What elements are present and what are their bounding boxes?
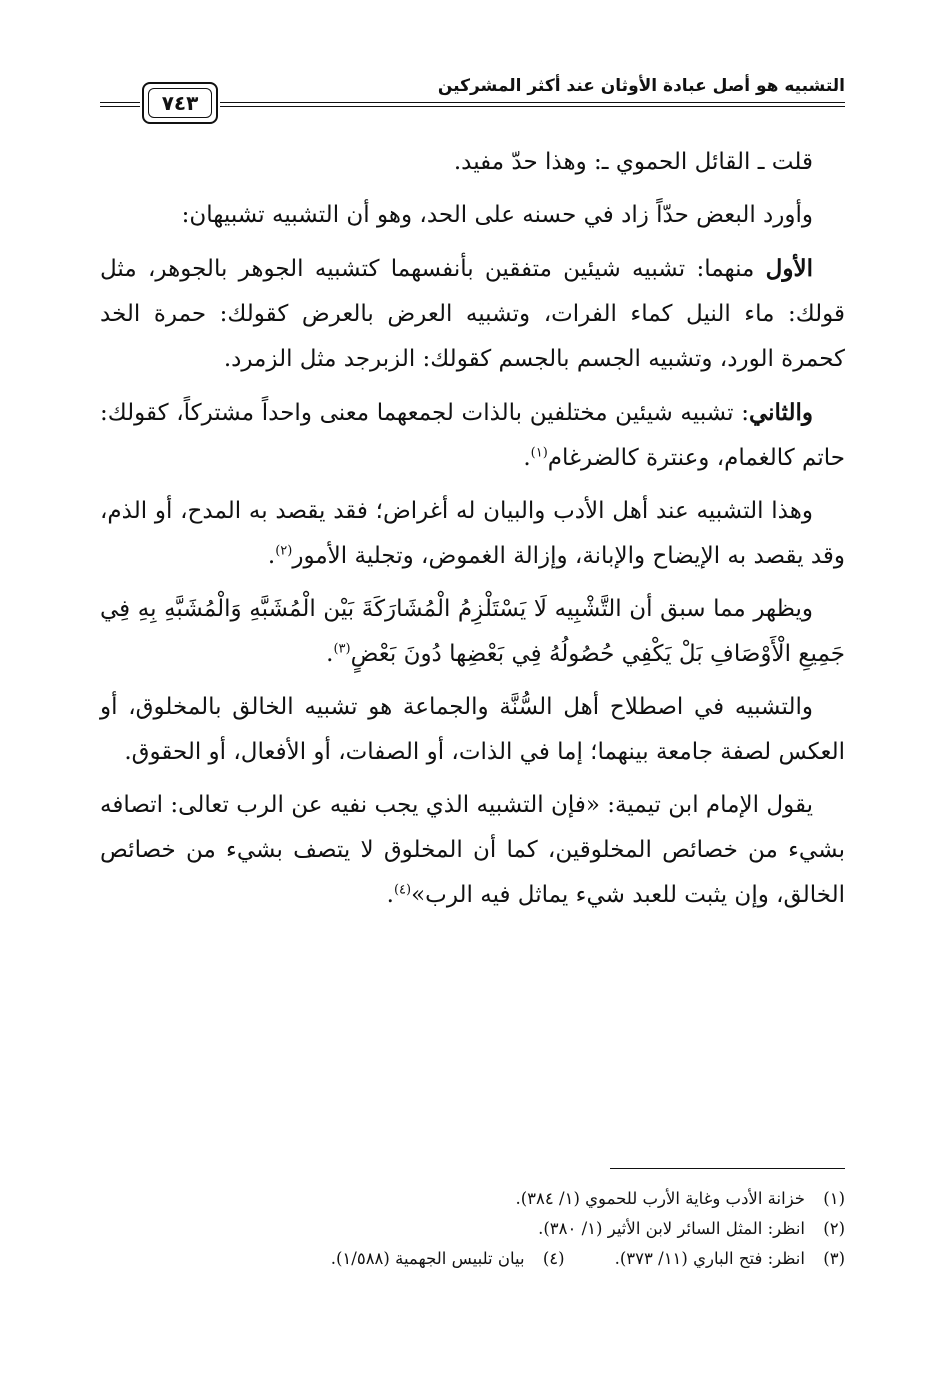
paragraph	[100, 587, 845, 677]
footnote-reference[interactable]: (٣)	[333, 641, 351, 657]
paragraph-tail: .	[267, 543, 276, 569]
footnote-separator	[610, 1168, 845, 1169]
paragraph	[100, 685, 845, 775]
header-rule	[100, 106, 140, 107]
footnote-number: (٤)	[542, 1249, 565, 1268]
paragraph	[100, 193, 845, 238]
paragraph-text: وأورد البعض حدّاً زاد في حسنه على الحد، وهو أن التشبيه تشبيهان:	[181, 202, 813, 228]
footnote-text: خزانة الأدب وغاية الأرب للحموي (١/ ٣٨٤).	[515, 1189, 805, 1208]
footnote-reference[interactable]: (٤)	[393, 882, 412, 898]
paragraph	[100, 489, 845, 579]
footnote-item	[538, 1214, 845, 1244]
header-rule	[100, 102, 140, 103]
paragraph	[100, 140, 845, 185]
footnote-row	[100, 1184, 845, 1214]
paragraph-text: يقول الإمام ابن تيمية: «فإن التشبيه الذي يجب نفيه عن الرب تعالى: اتصافه بشيء من خصائص المخلوقين، كما أن المخلوق لا يتصف بشيء من خصائص الخالق، وإن يثبت للعبد شيء يماثل فيه الرب»	[100, 792, 845, 908]
paragraph-text: قلت ـ القائل الحموي ـ: وهذا حدّ مفيد.	[453, 149, 813, 175]
paragraph-text: والتشبيه في اصطلاح أهل السُّنَّة والجماعة هو تشبيه الخالق بالمخلوق، أو العكس لصفة جامعة بينهما؛ إما في الذات، أو الصفات، أو الأفعال، أو الحقوق.	[100, 694, 845, 765]
paragraph-text: منهما: تشبيه شيئين متفقين بأنفسهما كتشبيه الجوهر بالجوهر، مثل قولك: ماء النيل كماء الفرات، وتشبيه العرض بالعرض كقولك: حمرة الخد كحمرة الورد، وتشبيه الجسم بالجسم كقولك: الزبرجد مثل الزمرد.	[100, 256, 845, 372]
body-text	[100, 140, 845, 926]
paragraph-lead-word: الأول	[765, 255, 813, 282]
page-header	[100, 70, 845, 126]
paragraph	[100, 783, 845, 918]
footnote-text: انظر: المثل السائر لابن الأثير (١/ ٣٨٠).	[538, 1219, 805, 1238]
paragraph-tail: .	[326, 641, 334, 667]
footnote-text: بيان تلبيس الجهمية (١/٥٨٨).	[330, 1249, 525, 1268]
header-rule	[220, 102, 845, 103]
page-number: ٧٤٣	[148, 88, 212, 118]
footnote-reference[interactable]: (٢)	[275, 543, 293, 559]
footnote-number: (٣)	[823, 1249, 845, 1268]
paragraph-text: وهذا التشبيه عند أهل الأدب والبيان له أغراض؛ فقد يقصد به المدح، أو الذم، وقد يقصد به الإيضاح والإبانة، وإزالة الغموض، وتجلية الأمور	[100, 498, 845, 569]
paragraph-text: : تشبيه شيئين مختلفين بالذات لجمعهما معنى واحداً مشتركاً، كقولك: حاتم كالغمام، وعنترة كالضرغام	[100, 400, 845, 471]
footnote-item	[515, 1184, 845, 1214]
paragraph	[100, 246, 845, 382]
footnote-row	[100, 1244, 845, 1274]
running-header-title: التشبيه هو أصل عبادة الأوثان عند أكثر المشركين	[437, 76, 845, 96]
paragraph-tail: .	[386, 882, 394, 908]
footnote-row	[100, 1214, 845, 1244]
footnote-number: (٢)	[823, 1219, 845, 1238]
paragraph-text: ويظهر مما سبق أن التَّشْبِيه لَا يَسْتَلْزِمُ الْمُشَارَكَةَ بَيْن الْمُشَبَّهِ وَالْمُشَبَّهِ بِهِ فِي جَمِيعِ الْأَوْصَافِ بَلْ يَكْفِي حُصُولُهُ فِي بَعْضِها دُونَ بَعْضٍ	[100, 596, 845, 667]
header-rule	[220, 106, 845, 107]
footnote-text: انظر: فتح الباري (١١/ ٣٧٣).	[614, 1249, 805, 1268]
footnote-reference[interactable]: (١)	[530, 445, 548, 461]
footnote-number: (١)	[823, 1189, 845, 1208]
footnote-item	[331, 1244, 565, 1274]
footnote-item	[615, 1244, 845, 1274]
paragraph-tail: .	[523, 445, 531, 471]
page-number-frame	[142, 82, 218, 124]
footnotes	[100, 1184, 845, 1274]
paragraph-lead-word: والثاني	[748, 399, 813, 426]
paragraph	[100, 390, 845, 481]
